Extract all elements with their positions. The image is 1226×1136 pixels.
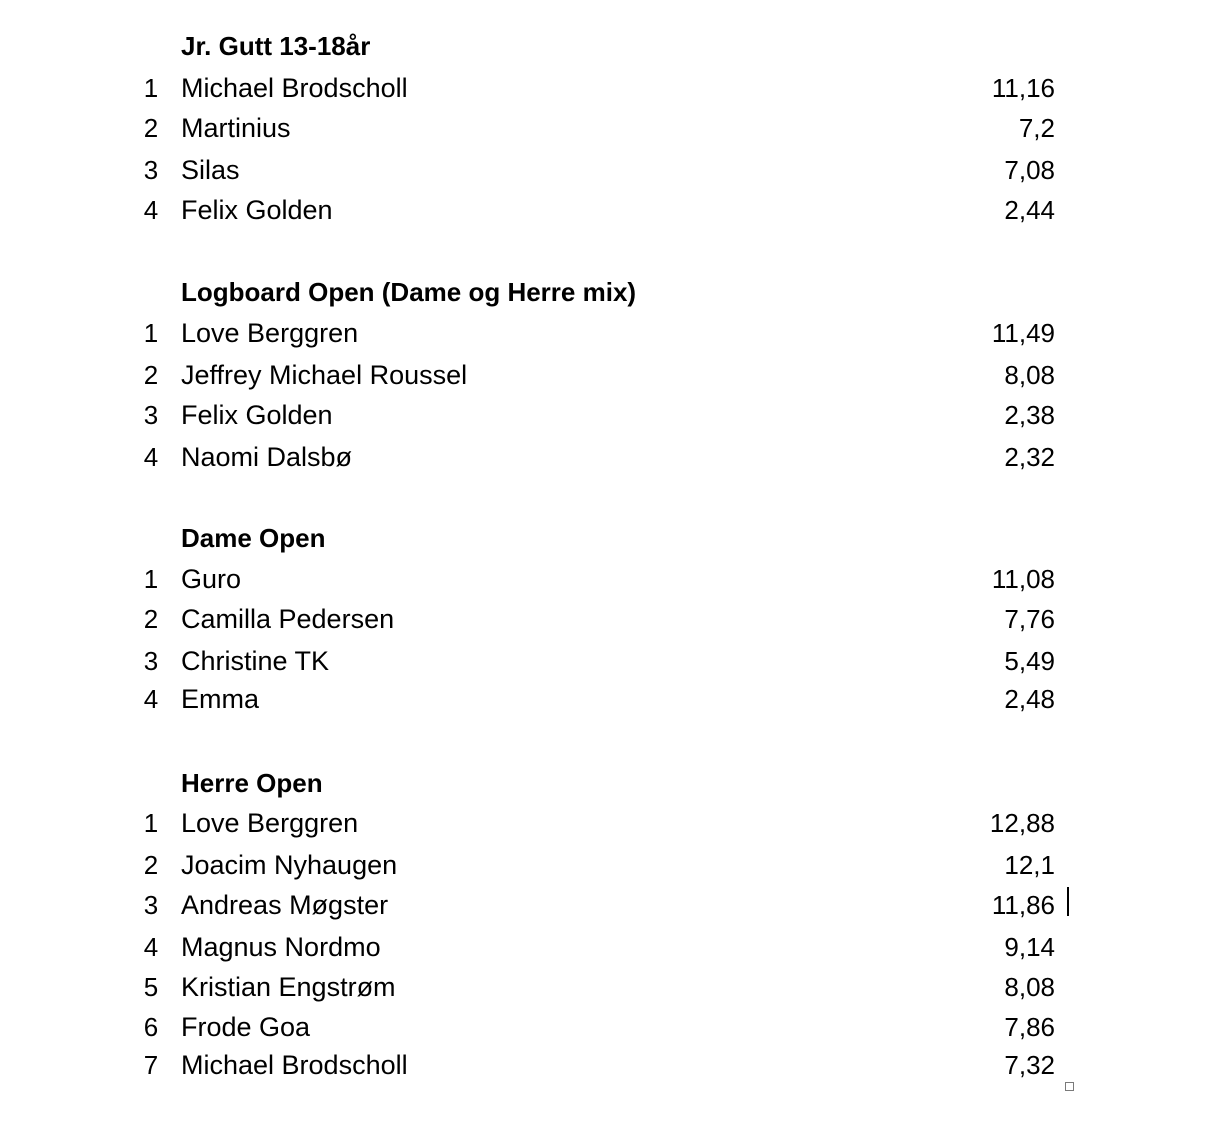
score-value: 8,08: [1004, 360, 1055, 390]
rank-number: 6: [143, 1012, 159, 1042]
rank-number: 3: [143, 400, 159, 430]
score-value: 11,08: [991, 564, 1055, 594]
section-title: Jr. Gutt 13-18år: [181, 31, 371, 61]
table-row[interactable]: [0, 1012, 1226, 1052]
table-row[interactable]: [0, 604, 1226, 644]
table-row[interactable]: [0, 155, 1226, 195]
score-value[interactable]: 11,86: [991, 890, 1055, 920]
score-value: 12,1: [1004, 850, 1055, 880]
rank-number: 2: [143, 113, 159, 143]
table-row[interactable]: [0, 195, 1226, 235]
competitor-name: Martinius: [181, 113, 291, 143]
resize-handle[interactable]: [1065, 1082, 1074, 1091]
rank-number: 3: [143, 646, 159, 676]
section-title: Logboard Open (Dame og Herre mix): [181, 277, 637, 307]
score-value: 2,32: [1004, 442, 1055, 472]
table-row[interactable]: [0, 442, 1226, 482]
competitor-name: Jeffrey Michael Roussel: [181, 360, 468, 390]
competitor-name: Naomi Dalsbø: [181, 442, 353, 472]
competitor-name: Silas: [181, 155, 240, 185]
rank-number: 7: [143, 1050, 159, 1080]
rank-number: 2: [143, 604, 159, 634]
competitor-name: Christine TK: [181, 646, 330, 676]
table-row[interactable]: [0, 564, 1226, 604]
table-row[interactable]: [0, 73, 1226, 113]
competitor-name: Camilla Pedersen: [181, 604, 395, 634]
table-row[interactable]: [0, 972, 1226, 1012]
competitor-name: Michael Brodscholl: [181, 73, 408, 103]
competitor-name: Emma: [181, 684, 260, 714]
score-value: 2,44: [1004, 195, 1055, 225]
rank-number: 4: [143, 684, 159, 714]
rank-number: 1: [143, 318, 159, 348]
competitor-name: Andreas Møgster: [181, 890, 389, 920]
rank-number: 5: [143, 972, 159, 1002]
table-row[interactable]: [0, 890, 1226, 930]
score-value: 7,2: [1018, 113, 1055, 143]
table-row[interactable]: [0, 318, 1226, 358]
score-value: 7,76: [1004, 604, 1055, 634]
table-row[interactable]: [0, 808, 1226, 848]
competitor-name: Guro: [181, 564, 242, 594]
competitor-name: Michael Brodscholl: [181, 1050, 408, 1080]
table-row[interactable]: [0, 684, 1226, 724]
table-row[interactable]: [0, 400, 1226, 440]
score-value: 2,38: [1004, 400, 1055, 430]
section-title: Herre Open: [181, 768, 323, 798]
score-value: 7,86: [1004, 1012, 1055, 1042]
rank-number: 2: [143, 360, 159, 390]
competitor-name: Joacim Nyhaugen: [181, 850, 398, 880]
section-title: Dame Open: [181, 523, 326, 553]
rank-number: 1: [143, 564, 159, 594]
score-value: 5,49: [1004, 646, 1055, 676]
rank-number: 1: [143, 808, 159, 838]
table-row[interactable]: [0, 932, 1226, 972]
score-value: 8,08: [1004, 972, 1055, 1002]
rank-number: 1: [143, 73, 159, 103]
rank-number: 3: [143, 890, 159, 920]
score-value: 11,16: [991, 73, 1055, 103]
competitor-name: Felix Golden: [181, 400, 333, 430]
competitor-name: Love Berggren: [181, 318, 359, 348]
table-row[interactable]: [0, 1050, 1226, 1090]
text-cursor: [1067, 887, 1069, 916]
score-value: 7,32: [1004, 1050, 1055, 1080]
rank-number: 3: [143, 155, 159, 185]
rank-number: 2: [143, 850, 159, 880]
rank-number: 4: [143, 195, 159, 225]
competitor-name: Magnus Nordmo: [181, 932, 381, 962]
competitor-name: Kristian Engstrøm: [181, 972, 396, 1002]
score-value: 11,49: [991, 318, 1055, 348]
table-row[interactable]: [0, 850, 1226, 890]
rank-number: 4: [143, 442, 159, 472]
table-row[interactable]: [0, 360, 1226, 400]
rank-number: 4: [143, 932, 159, 962]
score-value: 2,48: [1004, 684, 1055, 714]
competitor-name: Frode Goa: [181, 1012, 311, 1042]
table-row[interactable]: [0, 113, 1226, 153]
table-row[interactable]: [0, 646, 1226, 686]
competitor-name: Felix Golden: [181, 195, 333, 225]
competitor-name: Love Berggren: [181, 808, 359, 838]
score-value: 12,88: [989, 808, 1055, 838]
score-value: 7,08: [1004, 155, 1055, 185]
score-value: 9,14: [1004, 932, 1055, 962]
